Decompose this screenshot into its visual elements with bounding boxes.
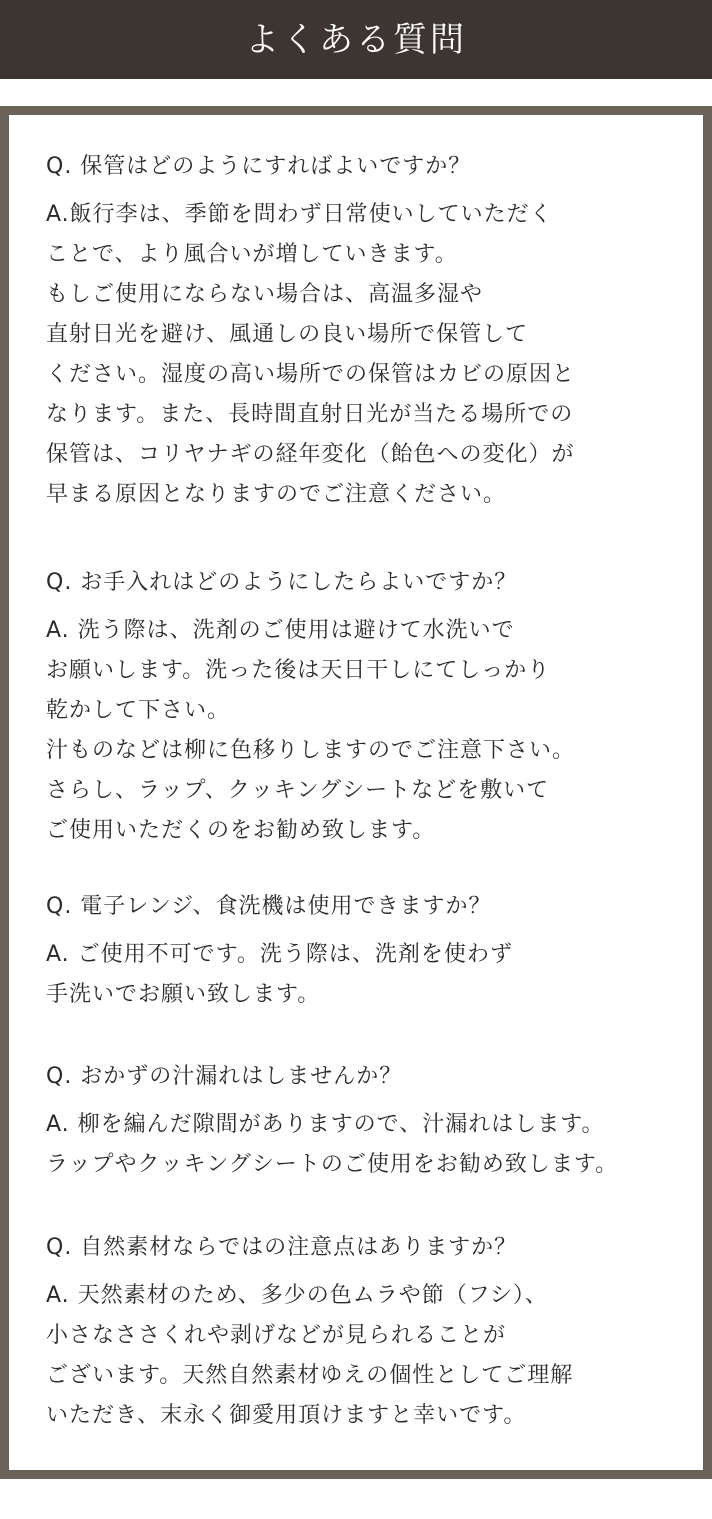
- faq-question: Q. 電子レンジ、食洗機は使用できますか？: [46, 894, 492, 919]
- faq-item-natural-material: [46, 1228, 712, 1436]
- faq-answer: [46, 611, 712, 851]
- faq-question: Q. 保管はどのようにすればよいですか？: [46, 154, 472, 179]
- answer-line: A. ご使用不可です。洗う際は、洗剤を使わず: [46, 942, 513, 967]
- faq-header: [0, 0, 712, 79]
- answer-line: ことで、より風合いが増していきます。: [46, 242, 458, 267]
- answer-line: なります。また、長時間直射日光が当たる場所での: [46, 402, 574, 427]
- answer-line: A.飯行李は、季節を問わず日常使いしていただく: [46, 202, 553, 227]
- answer-line: さらし、ラップ、クッキングシートなどを敷いて: [46, 778, 550, 803]
- faq-question: Q. 自然素材ならではの注意点はありますか？: [46, 1235, 518, 1260]
- answer-line: 小さなささくれや剥げなどが見られることが: [46, 1323, 507, 1348]
- page-title: よくある質問: [245, 19, 467, 60]
- faq-answer: [46, 1276, 712, 1436]
- answer-line: ラップやクッキングシートのご使用をお勧め致します。: [46, 1152, 619, 1177]
- answer-line: A. 柳を編んだ隙間がありますので、汁漏れはします。: [46, 1112, 605, 1137]
- faq-panel: [0, 106, 712, 1479]
- answer-line: 汁ものなどは柳に色移りしますのでご注意下さい。: [46, 738, 576, 763]
- answer-line: ください。湿度の高い場所での保管はカビの原因と: [46, 362, 576, 387]
- faq-question: Q. お手入れはどのようにしたらよいですか？: [46, 570, 518, 595]
- faq-answer: [46, 1105, 712, 1185]
- faq-item-storage: [46, 147, 712, 515]
- answer-line: A. 天然素材のため、多少の色ムラや節（フシ）、: [46, 1283, 548, 1308]
- answer-line: ございます。天然自然素材ゆえの個性としてご理解: [46, 1363, 574, 1388]
- answer-line: 保管は、コリヤナギの経年変化（飴色への変化）が: [46, 442, 575, 467]
- answer-line: 早まる原因となりますのでご注意ください。: [46, 482, 507, 507]
- answer-line: 手洗いでお願い致します。: [46, 982, 321, 1007]
- answer-line: 直射日光を避け、風通しの良い場所で保管して: [46, 322, 529, 347]
- answer-line: お願いします。洗った後は天日干しにてしっかり: [46, 658, 551, 683]
- faq-item-microwave: [46, 887, 712, 1015]
- faq-item-care: [46, 563, 712, 851]
- answer-line: A. 洗う際は、洗剤のご使用は避けて水洗いで: [46, 618, 515, 643]
- faq-question: Q. おかずの汁漏れはしませんか？: [46, 1064, 403, 1089]
- answer-line: 乾かして下さい。: [46, 698, 231, 723]
- faq-item-leak: [46, 1057, 712, 1185]
- faq-answer: [46, 195, 712, 515]
- answer-line: ご使用いただくのをお勧め致します。: [46, 818, 436, 843]
- faq-answer: [46, 935, 712, 1015]
- answer-line: いただき、末永く御愛用頂けますと幸いです。: [46, 1403, 527, 1428]
- answer-line: もしご使用にならない場合は、高温多湿や: [46, 282, 484, 307]
